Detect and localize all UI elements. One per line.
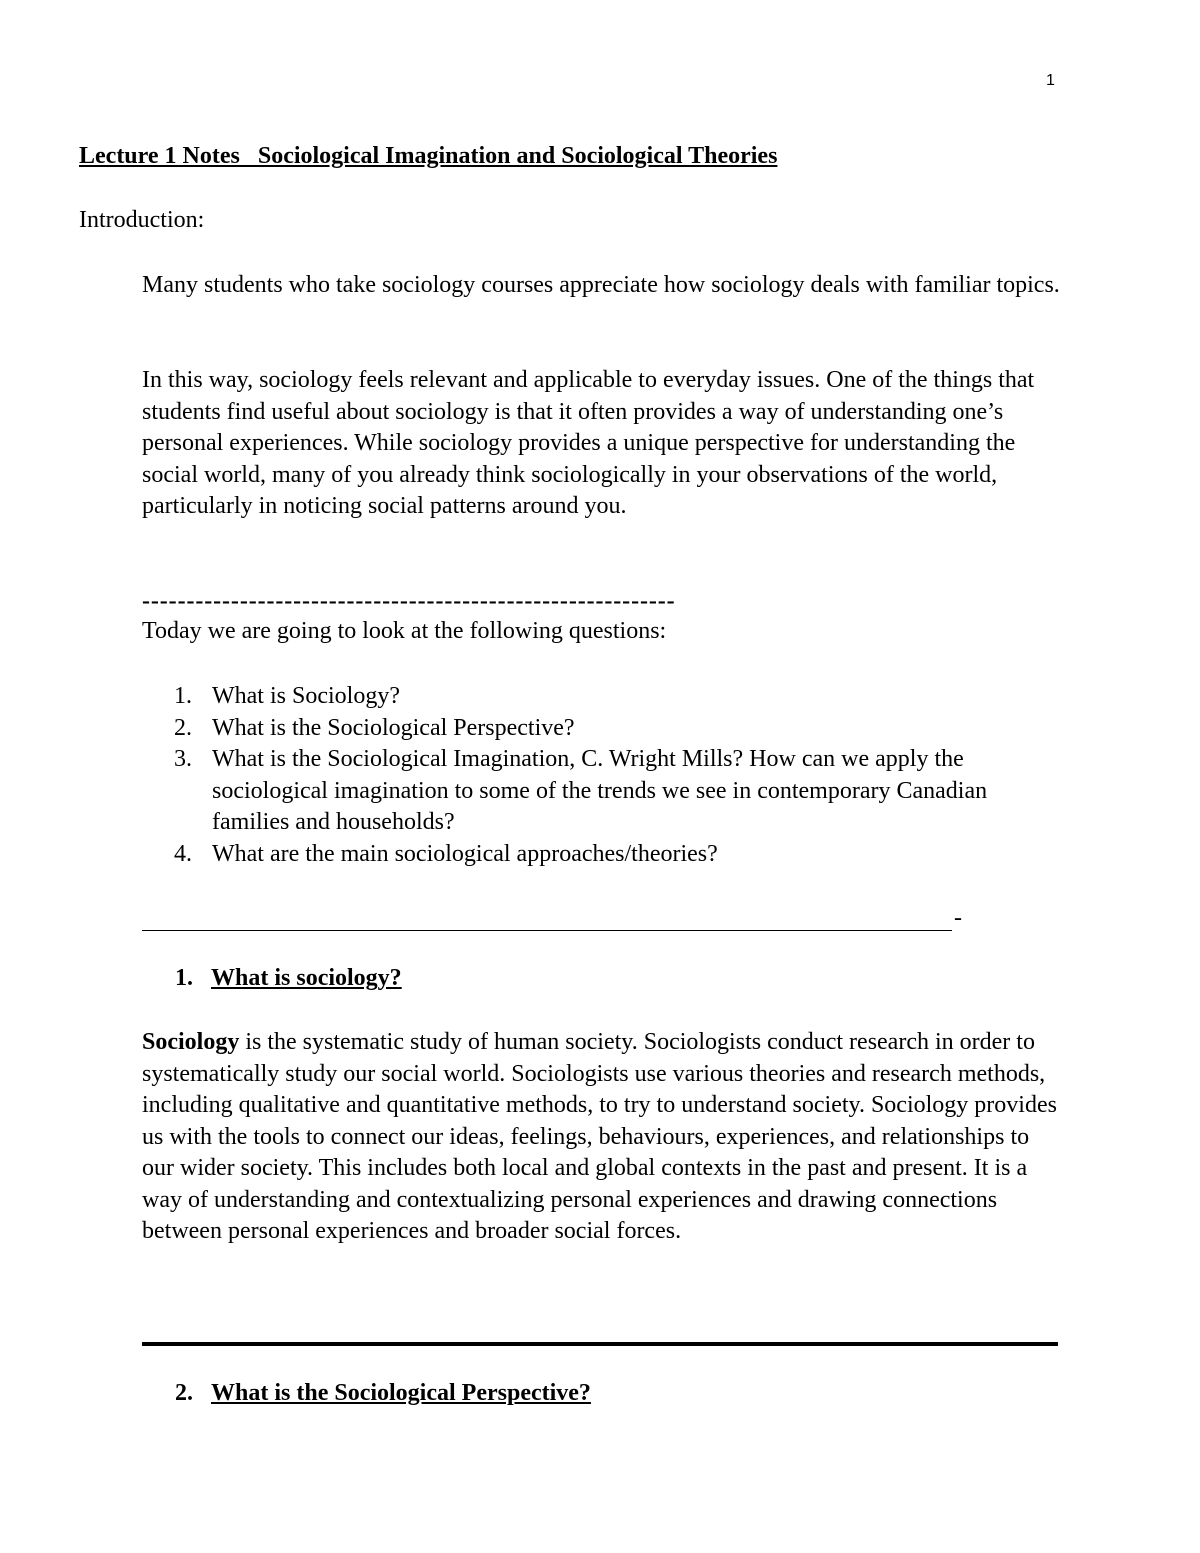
section-1-paragraph xyxy=(142,1027,1062,1248)
rule-trailing-dash: - xyxy=(954,905,962,931)
intro-paragraph-1: Many students who take sociology courses appreciate how sociology deals with familiar topics. xyxy=(142,272,1060,298)
list-item xyxy=(142,681,1062,713)
list-item-text: What are the main sociological approaches/theories? xyxy=(212,840,718,867)
sociology-term: Sociology xyxy=(142,1029,240,1055)
dash-separator: ------------------------------------------------------------ xyxy=(142,588,676,614)
lecture-title: Lecture 1 Notes Sociological Imagination and Sociological Theories xyxy=(79,143,778,169)
list-item xyxy=(142,713,1062,745)
questions-list xyxy=(142,681,1062,870)
list-item-text: What is Sociology? xyxy=(212,683,400,709)
list-item-number: 1. xyxy=(174,683,192,709)
thin-divider xyxy=(142,905,972,935)
list-item-text: What is the Sociological Perspective? xyxy=(212,714,575,741)
list-item-text: What is the Sociological Imagination, C. Wright Mills? How can we apply the sociological imagination to some of the trends we see in contemporary Canadian families and households? xyxy=(212,746,988,835)
intro-paragraph-2: In this way, sociology feels relevant and applicable to everyday issues. One of the things that students find useful about sociology is that it often provides a way of understanding one’s personal experiences. While sociology provides a unique perspective for understanding the social world, many of you already think sociologically in your observations of the world, particularly in noticing social patterns around you. xyxy=(142,367,1035,519)
section-1-title: What is sociology? xyxy=(211,965,402,991)
list-item-number: 2. xyxy=(174,714,192,741)
list-item-number: 4. xyxy=(174,840,192,867)
introduction-label: Introduction: xyxy=(79,207,205,233)
thin-rule-line xyxy=(142,930,952,931)
page-number: 1 xyxy=(1046,72,1055,89)
questions-intro: Today we are going to look at the following questions: xyxy=(142,618,667,644)
list-item xyxy=(142,839,1062,871)
section-2-number: 2. xyxy=(175,1380,193,1406)
section-1-heading xyxy=(175,965,402,992)
list-item-number: 3. xyxy=(174,746,192,772)
thick-divider xyxy=(142,1342,1058,1346)
section-2-title: What is the Sociological Perspective? xyxy=(211,1380,591,1406)
list-item xyxy=(142,744,1062,839)
section-2-heading xyxy=(175,1380,591,1407)
section-1-body: is the systematic study of human society. Sociologists conduct research in order to systematically study our social world. Sociologists use various theories and research methods, including qualitative and quantitative methods, to try to understand society. Sociology provides us with the tools to connect our ideas, feelings, behaviours, experiences, and relationships to our wider society. This includes both local and global contexts in the past and present. It is a way of understanding and contextualizing personal experiences and drawing connections between personal experiences and broader social forces. xyxy=(142,1029,1057,1244)
section-1-number: 1. xyxy=(175,965,193,991)
